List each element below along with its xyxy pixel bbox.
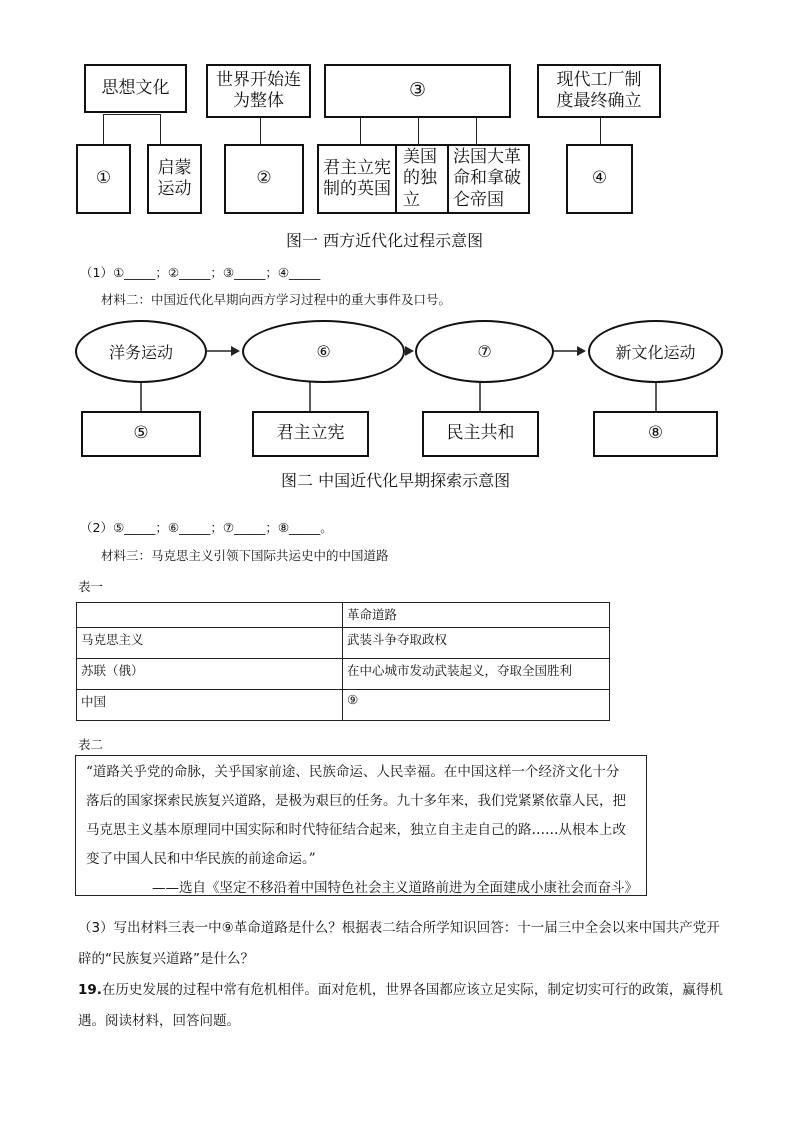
diagram1-caption: 图一 西方近代化过程示意图 bbox=[286, 231, 484, 250]
box-world-connected: 世界开始连为整体 bbox=[206, 64, 311, 118]
table-row bbox=[77, 628, 610, 659]
quote-line: 落后的国家探索民族复兴道路，是极为艰巨的任务。九十多年来，我们党紧紧依靠人民，把 bbox=[86, 793, 626, 809]
box-blank-4: ④ bbox=[566, 144, 633, 214]
box-blank-5: ⑤ bbox=[81, 411, 201, 457]
quote-line: 变了中国人民和中华民族的前途命运。” bbox=[86, 851, 316, 867]
question-2: （2）⑤_____；⑥_____；⑦_____；⑧_____。 bbox=[80, 520, 333, 535]
quote-line: “道路关乎党的命脉，关乎国家前途、民族命运、人民幸福。在中国这样一个经济文化十分 bbox=[86, 764, 620, 780]
material-3-intro: 材料三：马克思主义引领下国际共运史中的中国道路 bbox=[101, 548, 389, 563]
quote-line: 马克思主义基本原理同中国实际和时代特征结合起来，独立自主走自己的路……从根本上改 bbox=[86, 822, 626, 838]
question-number: 19. bbox=[78, 982, 102, 998]
box-constitutional-monarchy: 君主立宪 bbox=[252, 411, 369, 457]
box-modern-factory: 现代工厂制度最终确立 bbox=[537, 64, 661, 118]
table1-title: 表一 bbox=[78, 579, 104, 594]
diagram2-caption: 图二 中国近代化早期探索示意图 bbox=[281, 471, 511, 490]
table-cell: 苏联（俄） bbox=[77, 659, 343, 690]
ellipse-blank-7: ⑦ bbox=[415, 320, 554, 383]
table2-title: 表二 bbox=[78, 737, 104, 752]
table-row bbox=[77, 690, 610, 721]
table-cell: 革命道路 bbox=[343, 603, 610, 628]
box-english-monarchy: 君主立宪制的英国 bbox=[317, 144, 397, 214]
ellipse-westernization-movement: 洋务运动 bbox=[75, 320, 207, 383]
table-cell: 马克思主义 bbox=[77, 628, 343, 659]
box-thought-culture: 思想文化 bbox=[84, 64, 187, 113]
quote-source: ——选自《坚定不移沿着中国特色社会主义道路前进为全面建成小康社会而奋斗》 bbox=[152, 880, 638, 896]
table-row bbox=[77, 603, 610, 628]
diagram2-arrows bbox=[0, 0, 800, 480]
box-blank-8: ⑧ bbox=[593, 411, 718, 457]
ellipse-blank-6: ⑥ bbox=[242, 320, 405, 383]
question-3: （3）写出材料三表一中⑨革命道路是什么？根据表二结合所学知识回答：十一届三中全会以来中国共产党开辟的“民族复兴道路”是什么？ bbox=[78, 920, 720, 967]
box-blank-2: ② bbox=[224, 144, 304, 214]
table-cell bbox=[77, 603, 343, 628]
table-cell: 中国 bbox=[77, 690, 343, 721]
box-blank-3: ③ bbox=[324, 64, 511, 118]
question-1: （1）①_____；②_____；③_____；④_____ bbox=[80, 265, 321, 280]
material-2-intro: 材料二：中国近代化早期向西方学习过程中的重大事件及口号。 bbox=[101, 292, 452, 307]
question-19 bbox=[78, 975, 728, 1037]
table2-quote-box bbox=[75, 755, 647, 896]
box-french-revolution: 法国大革命和拿破仑帝国 bbox=[447, 144, 530, 214]
box-blank-1: ① bbox=[76, 144, 131, 214]
table-row bbox=[77, 659, 610, 690]
box-american-independence: 美国的独立 bbox=[395, 144, 449, 214]
ellipse-new-culture-movement: 新文化运动 bbox=[588, 320, 723, 383]
table1 bbox=[76, 602, 610, 721]
question-19-text: 在历史发展的过程中常有危机相伴。面对危机，世界各国都应该立足实际，制定切实可行的政策，赢得机遇。阅读材料，回答问题。 bbox=[78, 982, 723, 1029]
table-cell: 武装斗争夺取政权 bbox=[343, 628, 610, 659]
box-democratic-republic: 民主共和 bbox=[422, 411, 539, 457]
table-cell: 在中心城市发动武装起义，夺取全国胜利 bbox=[343, 659, 610, 690]
box-enlightenment: 启蒙运动 bbox=[147, 144, 202, 214]
table-cell: ⑨ bbox=[343, 690, 610, 721]
